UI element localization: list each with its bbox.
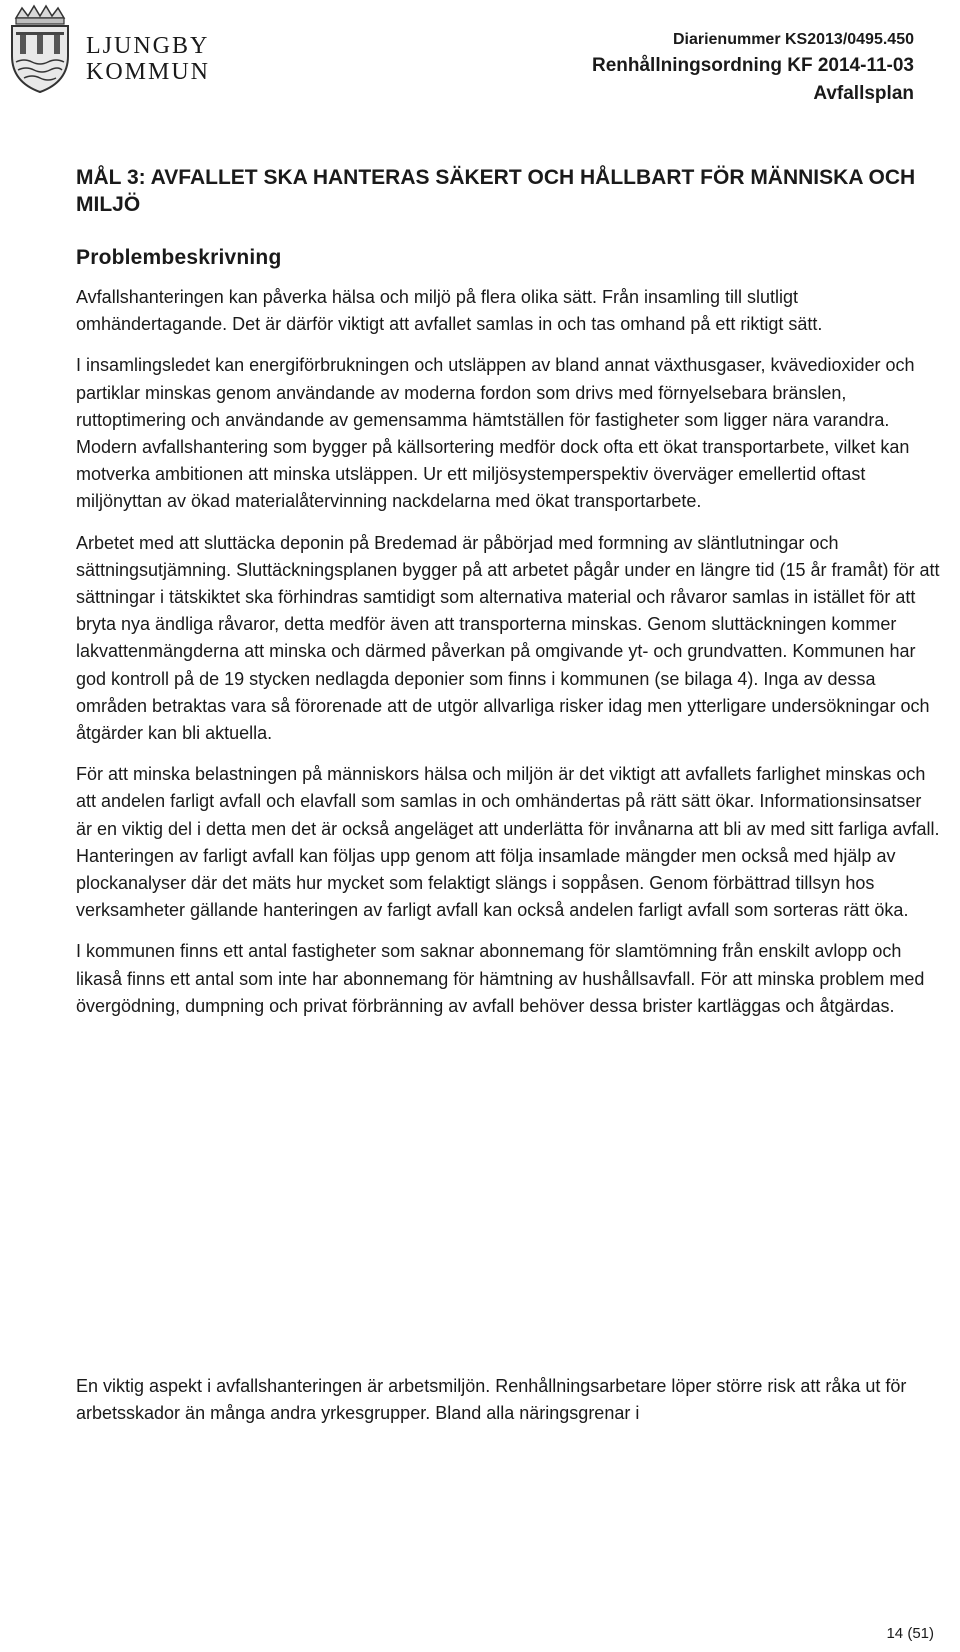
page-number: 14 (51) [886,1625,934,1642]
diarienummer: Diarienummer KS2013/0495.450 [672,31,914,48]
document-header [592,28,914,108]
paragraph: Arbetet med att sluttäcka deponin på Bredemad är påbörjad med formning av släntlutningar och sättningsutjämning. Sluttäckningsplanen bygger på att arbetet pågår under en längre tid (15 år framåt) för att sättningar i tätskiktet ska förhindras samtidigt som alternativa material och råvaror samlas in istället för att bryta nya ändliga råvaror, detta medför även att transporterna minskas. Genom sluttäckningen kommer lakvattenmängderna att minska och därmed påverkan på omgivande yt- och grundvatten. Kommunen har god kontroll på de 19 stycken nedlagda deponier som finns i kommunen (se bilaga 4). Inga av dessa områden betraktas vara så förorenade att de utgör allvarliga risker idag men ytterligare undersökningar och åtgärder kan bli aktuella. [76,532,940,744]
continued-section [76,1373,942,1427]
logo-text-line2: KOMMUN [86,59,211,85]
paragraph: I insamlingsledet kan energiförbrukningen och utsläppen av bland annat växthusgaser, kvävedioxider och partiklar minskas genom användande av moderna fordon som drivs med förnyelsebara bränslen, ruttoptimering och användande av gemensamma hämtställen för fastigheter som ligger nära varandra. Modern avfallshantering som bygger på källsortering medför dock ofta ett ökat transportarbete, vilket kan motverka ambitionen att minska utsläppen. Ur ett miljösystemperspektiv överväger emellertid oftast miljönyttan av ökad materialåtervinning nackdelarna med ökat transportarbete. [76,355,915,512]
section-subheading: Problembeskrivning [76,246,282,269]
main-content [76,164,942,1020]
paragraph: En viktig aspekt i avfallshanteringen är arbetsmiljön. Renhållningsarbetare löper större risk att råka ut för arbetsskador än många andra yrkesgrupper. Bland alla näringsgrenar i [76,1376,907,1424]
paragraph: För att minska belastningen på människors hälsa och miljön är det viktigt att avfallets farlighet minskas och att andelen farligt avfall och elavfall som samlas in och omhändertas på rätt sätt ökar. Informationsinsatser är en viktig del i detta men det är också angeläget att underlätta för invånarna att bli av med sitt farliga avfall. Hanteringen av farligt avfall kan följas upp genom att följa insamlade mängder men också med hjälp av plockanalyser där det mäts hur mycket som felaktigt slängs i soppåsen. Genom förbättrad tillsyn hos verksamheter gällande hanteringen av farligt avfall kan också andelen farligt avfall som sorteras rätt öka. [76,764,940,921]
coat-of-arms-icon [8,4,72,94]
section-heading: MÅL 3: AVFALLET SKA HANTERAS SÄKERT OCH HÅLLBART FÖR MÄNNISKA OCH MILJÖ [76,166,916,216]
paragraph: Avfallshanteringen kan påverka hälsa och miljö på flera olika sätt. Från insamling till slutligt omhändertagande. Det är därför viktigt att avfallet samlas in och tas omhand på ett riktigt sätt. [76,287,823,335]
logo-text-line1: LJUNGBY [86,33,210,59]
renhallningsordning: Renhållningsordning KF 2014-11-03 [591,55,914,76]
document-subtitle: Avfallsplan [813,83,914,104]
municipality-logo [8,4,218,94]
paragraph: I kommunen finns ett antal fastigheter som saknar abonnemang för slamtömning från enskilt avlopp och likaså finns ett antal som inte har abonnemang för hämtning av hushållsavfall. För att minska problem med övergödning, dumpning och privat förbränning av avfall behöver dessa brister kartläggas och åtgärdas. [76,941,925,1016]
